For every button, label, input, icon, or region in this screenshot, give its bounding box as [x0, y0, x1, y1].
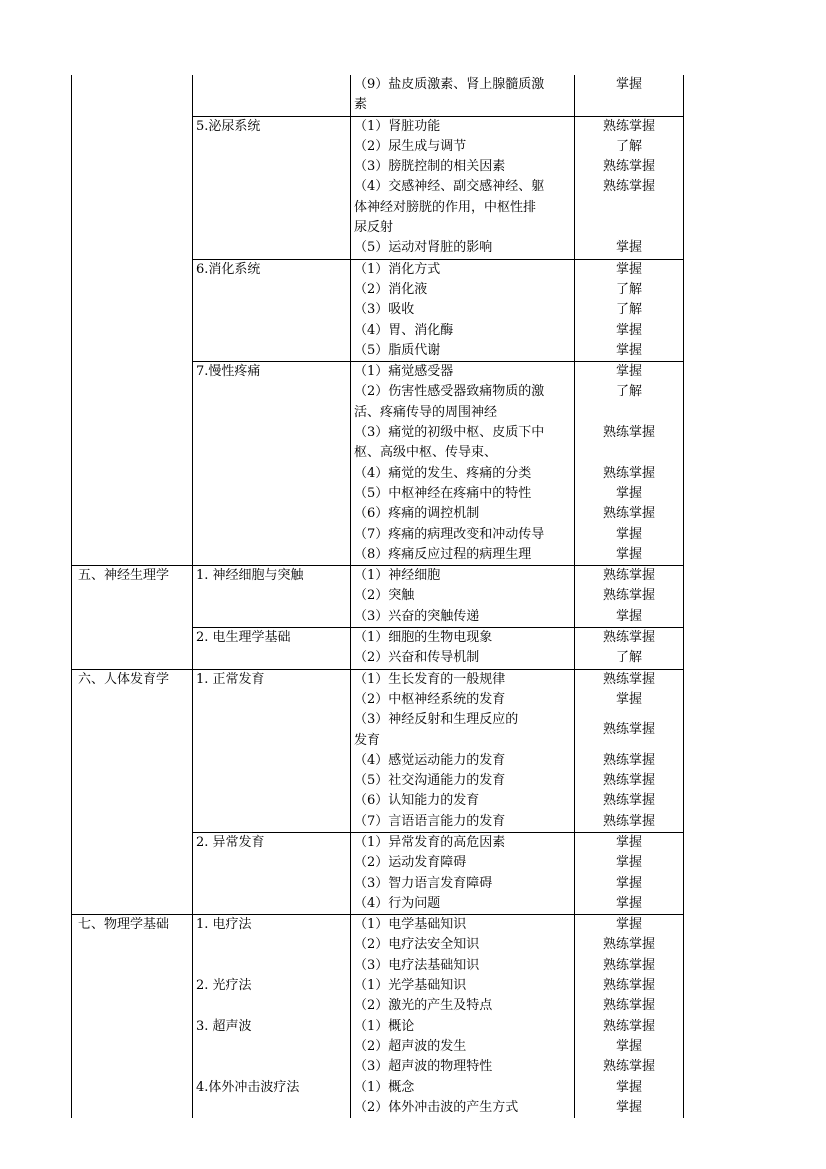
cell-text: 熟练掌握	[602, 813, 655, 829]
cell-text: （1）电学基础知识	[354, 917, 467, 933]
cell-text: 了解	[615, 302, 642, 318]
cell-text: 5.泌尿系统	[196, 118, 261, 134]
cell-text: （2）兴奋和传导机制	[354, 650, 480, 666]
cell-text: （5）社交沟通能力的发育	[354, 773, 506, 789]
item-cell	[351, 259, 575, 361]
cell-text: 熟练掌握	[602, 1059, 655, 1075]
cell-text: （5）中枢神经在疼痛中的特性	[354, 485, 532, 501]
cell-text: （3）电疗法基础知识	[354, 957, 480, 973]
item-cell	[351, 566, 575, 628]
area-cell	[193, 566, 351, 628]
level-cell	[575, 75, 684, 116]
cell-text: （2）电疗法安全知识	[354, 937, 480, 953]
cell-text: 熟练掌握	[602, 752, 655, 768]
cell-text: 熟练掌握	[602, 568, 655, 584]
cell-text: （2）中枢神经系统的发育	[354, 691, 506, 707]
cell-text: 了解	[615, 650, 642, 666]
cell-text: （3）吸收	[354, 302, 415, 318]
area-cell	[193, 628, 351, 670]
cell-text: 六、人体发育学	[78, 671, 170, 687]
cell-text: （2）尿生成与调节	[354, 138, 467, 154]
level-cell	[575, 832, 684, 914]
cell-text: （1）生长发育的一般规律	[354, 671, 506, 687]
cell-text: 掌握	[615, 691, 642, 707]
cell-text: 掌握	[615, 1038, 642, 1054]
item-cell	[351, 915, 575, 1118]
cell-text: 掌握	[615, 485, 642, 501]
level-cell	[575, 915, 684, 1118]
cell-text: 2. 异常发育	[196, 834, 265, 850]
cell-text: 熟练掌握	[602, 159, 655, 175]
cell-text: 1. 正常发育	[196, 671, 265, 687]
cell-text: 熟练掌握	[602, 179, 655, 195]
cell-text: 掌握	[615, 364, 642, 380]
cell-text: 掌握	[615, 834, 642, 850]
cell-text: 掌握	[615, 322, 642, 338]
cell-text: 1. 电疗法	[196, 917, 252, 933]
table-row	[72, 669, 684, 832]
cell-text: （3）神经反射和生理反应的	[354, 712, 519, 728]
cell-text: 熟练掌握	[602, 722, 655, 738]
cell-text: （4）痛觉的发生、疼痛的分类	[354, 465, 532, 481]
section-cell	[72, 566, 193, 669]
cell-text: 七、物理学基础	[78, 917, 170, 933]
level-cell	[575, 259, 684, 361]
cell-text: 发育	[354, 732, 381, 748]
cell-text: （4）行为问题	[354, 895, 441, 911]
cell-text: 体神经对膀胱的作用，中枢性排	[354, 199, 537, 215]
cell-text: 熟练掌握	[602, 998, 655, 1014]
cell-text: （1）概念	[354, 1079, 415, 1095]
cell-text: （2）运动发育障碍	[354, 855, 467, 871]
cell-text: 尿反射	[354, 220, 394, 236]
cell-text: （3）兴奋的突触传递	[354, 608, 480, 624]
level-cell	[575, 566, 684, 628]
cell-text: （3）超声波的物理特性	[354, 1059, 493, 1075]
cell-text: 掌握	[615, 1079, 642, 1095]
area-cell	[193, 116, 351, 259]
cell-text: 熟练掌握	[602, 425, 655, 441]
cell-text: （1）光学基础知识	[354, 978, 467, 994]
level-cell	[575, 116, 684, 259]
cell-text: 掌握	[615, 917, 642, 933]
cell-text: 掌握	[615, 855, 642, 871]
cell-text: （2）伤害性感受器致痛物质的激	[354, 384, 545, 400]
item-cell	[351, 75, 575, 116]
table-row	[72, 75, 684, 116]
cell-text: （2）体外冲击波的产生方式	[354, 1099, 519, 1115]
area-cell	[193, 915, 351, 1118]
cell-text: 熟练掌握	[602, 506, 655, 522]
cell-text: （1）概论	[354, 1018, 415, 1034]
section-cell	[72, 915, 193, 1118]
cell-text: 2. 光疗法	[196, 978, 252, 994]
cell-text: （7）疼痛的病理改变和冲动传导	[354, 526, 545, 542]
cell-text: （1）痛觉感受器	[354, 364, 454, 380]
outline-table	[71, 75, 684, 1118]
item-cell	[351, 832, 575, 914]
cell-text: 了解	[615, 281, 642, 297]
cell-text: 熟练掌握	[602, 118, 655, 134]
cell-text: 熟练掌握	[602, 957, 655, 973]
cell-text: 活、疼痛传导的周围神经	[354, 404, 498, 420]
cell-text: 了解	[615, 384, 642, 400]
item-cell	[351, 362, 575, 566]
cell-text: （6）认知能力的发育	[354, 793, 480, 809]
cell-text: 掌握	[615, 261, 642, 277]
cell-text: （1）消化方式	[354, 261, 441, 277]
area-cell	[193, 669, 351, 832]
section-cell	[72, 75, 193, 566]
item-cell	[351, 669, 575, 832]
cell-text: （9）盐皮质激素、肾上腺髓质激	[354, 77, 545, 92]
cell-text: （2）激光的产生及特点	[354, 998, 493, 1014]
cell-text: （1）异常发育的高危因素	[354, 834, 506, 850]
level-cell	[575, 669, 684, 832]
cell-text: （8）疼痛反应过程的病理生理	[354, 546, 532, 562]
cell-text: （7）言语语言能力的发育	[354, 813, 506, 829]
cell-text: 熟练掌握	[602, 630, 655, 646]
cell-text: 3. 超声波	[196, 1018, 252, 1034]
cell-text: （2）突触	[354, 588, 415, 604]
item-cell	[351, 628, 575, 670]
cell-text: 掌握	[615, 875, 642, 891]
cell-text: 熟练掌握	[602, 588, 655, 604]
cell-text: 枢、高级中枢、传导束、	[354, 445, 498, 461]
cell-text: （4）交感神经、副交感神经、躯	[354, 179, 545, 195]
cell-text: （4）胃、消化酶	[354, 322, 454, 338]
item-cell	[351, 116, 575, 259]
cell-text: 掌握	[615, 240, 642, 256]
table-row	[72, 566, 684, 628]
cell-text: 1. 神经细胞与突触	[196, 568, 304, 584]
cell-text: （6）疼痛的调控机制	[354, 506, 480, 522]
cell-text: （1）细胞的生物电现象	[354, 630, 493, 646]
section-cell	[72, 669, 193, 915]
cell-text: （1）肾脏功能	[354, 118, 441, 134]
cell-text: 掌握	[615, 546, 642, 562]
cell-text: 掌握	[615, 526, 642, 542]
cell-text: 熟练掌握	[602, 773, 655, 789]
cell-text: 掌握	[615, 895, 642, 911]
cell-text: 熟练掌握	[602, 1018, 655, 1034]
cell-text: （3）痛觉的初级中枢、皮质下中	[354, 425, 545, 441]
cell-text: 熟练掌握	[602, 937, 655, 953]
cell-text: 熟练掌握	[602, 978, 655, 994]
cell-text: （3）智力语言发育障碍	[354, 875, 493, 891]
cell-text: 素	[354, 97, 368, 113]
cell-text: 6.消化系统	[196, 261, 261, 277]
cell-text: 熟练掌握	[602, 793, 655, 809]
cell-text: 7.慢性疼痛	[196, 364, 261, 380]
cell-text: （5）脂质代谢	[354, 342, 441, 358]
table-row	[72, 915, 684, 1118]
cell-text: 掌握	[615, 77, 642, 92]
cell-text: （3）膀胱控制的相关因素	[354, 159, 506, 175]
cell-text: 熟练掌握	[602, 671, 655, 687]
cell-text: 五、神经生理学	[78, 568, 170, 584]
cell-text: 掌握	[615, 342, 642, 358]
cell-text: （1）神经细胞	[354, 568, 441, 584]
cell-text: 掌握	[615, 608, 642, 624]
area-cell	[193, 259, 351, 361]
cell-text: 2. 电生理学基础	[196, 630, 291, 646]
cell-text: （5）运动对肾脏的影响	[354, 240, 493, 256]
cell-text: 4.体外冲击波疗法	[196, 1079, 300, 1095]
cell-text: （2）消化液	[354, 281, 428, 297]
level-cell	[575, 362, 684, 566]
cell-text: （4）感觉运动能力的发育	[354, 752, 506, 768]
level-cell	[575, 628, 684, 670]
cell-text: 掌握	[615, 1099, 642, 1115]
area-cell	[193, 832, 351, 914]
cell-text: （2）超声波的发生	[354, 1038, 467, 1054]
area-cell	[193, 75, 351, 116]
area-cell	[193, 362, 351, 566]
cell-text: 熟练掌握	[602, 465, 655, 481]
cell-text: 了解	[615, 138, 642, 154]
